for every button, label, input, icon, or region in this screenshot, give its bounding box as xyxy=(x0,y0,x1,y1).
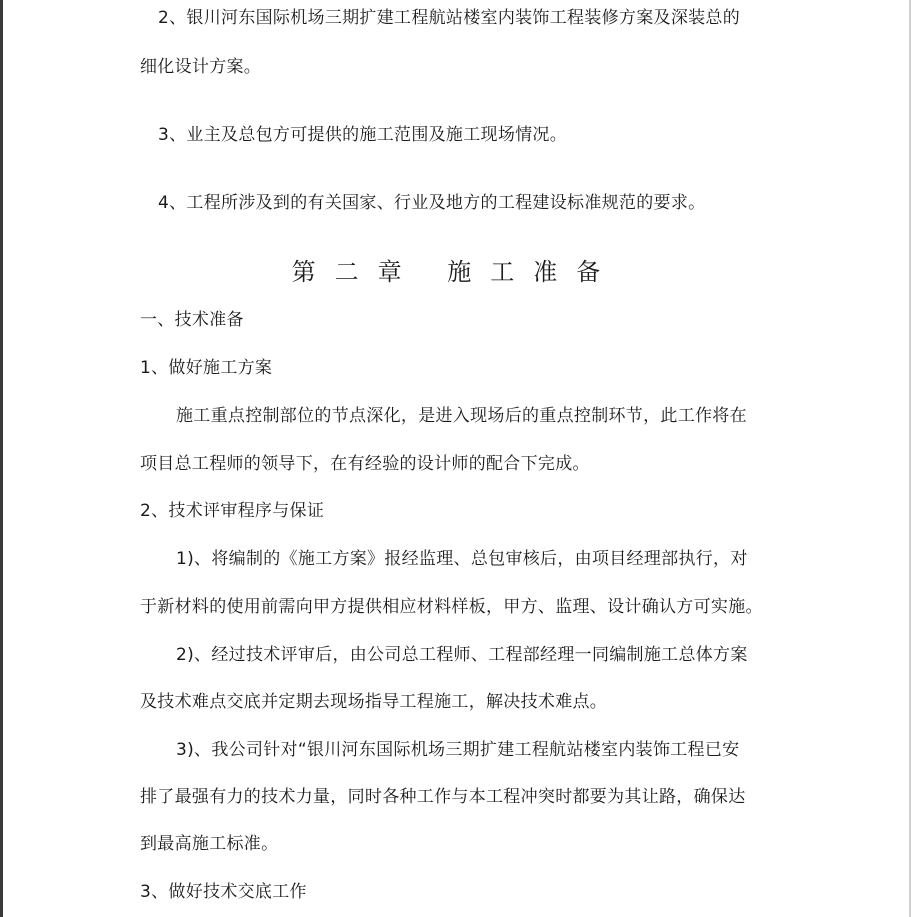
section-heading-technical-prep: 一、技术准备 xyxy=(140,310,244,330)
chapter-title: 第二章 施工准备 xyxy=(291,258,620,286)
review-item-2-line-2: 及技术难点交底并定期去现场指导工程施工，解决技术难点。 xyxy=(140,692,608,712)
review-item-3-line-2: 排了最强有力的技术力量，同时各种工作与本工程冲突时都要为其让路，确保达 xyxy=(140,787,746,807)
review-item-3-line-3: 到最高施工标准。 xyxy=(140,834,279,854)
subsection-heading-briefing: 3、做好技术交底工作 xyxy=(140,882,307,902)
review-item-1-line-1: 1)、将编制的《施工方案》报经监理、总包审核后，由项目经理部执行，对 xyxy=(176,549,748,569)
review-item-1-line-2: 于新材料的使用前需向甲方提供相应材料样板，甲方、监理、设计确认方可实施。 xyxy=(140,597,763,617)
page-left-border xyxy=(0,0,3,917)
subsection-heading-construction-plan: 1、做好施工方案 xyxy=(140,358,273,378)
review-item-2-line-1: 2)、经过技术评审后，由公司总工程师、工程部经理一同编制施工总体方案 xyxy=(176,645,748,665)
review-item-3-line-1: 3)、我公司针对“银川河东国际机场三期扩建工程航站楼室内装饰工程已安 xyxy=(176,740,740,760)
paragraph-plan-line-2: 项目总工程师的领导下，在有经验的设计师的配合下完成。 xyxy=(140,454,590,474)
requirement-item-2-line-1: 2、银川河东国际机场三期扩建工程航站楼室内装饰工程装修方案及深装总的 xyxy=(158,8,741,28)
subsection-heading-review: 2、技术评审程序与保证 xyxy=(140,501,325,521)
requirement-item-4: 4、工程所涉及到的有关国家、行业及地方的工程建设标准规范的要求。 xyxy=(158,193,706,213)
requirement-item-3: 3、业主及总包方可提供的施工范围及施工现场情况。 xyxy=(158,125,568,145)
requirement-item-2-line-2: 细化设计方案。 xyxy=(140,57,262,77)
paragraph-plan-line-1: 施工重点控制部位的节点深化，是进入现场后的重点控制环节，此工作将在 xyxy=(176,406,747,426)
